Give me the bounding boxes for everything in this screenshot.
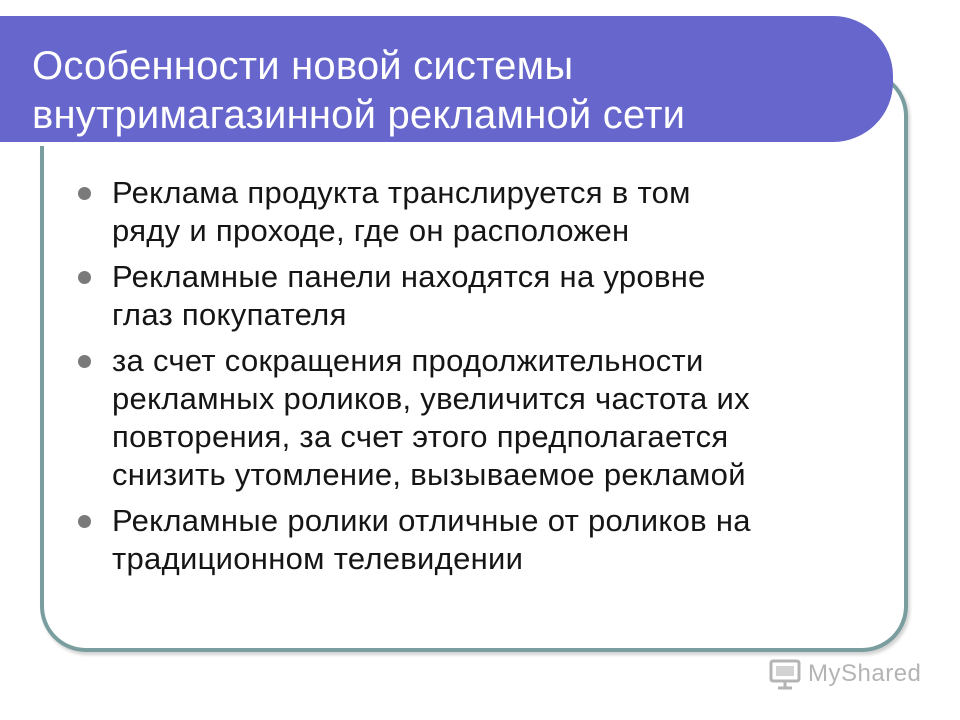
title-line-1: Особенности новой системы	[32, 44, 574, 88]
title-underline	[0, 142, 845, 146]
bullet-dot-icon	[78, 355, 91, 368]
bullet-line: традиционном телевидении	[112, 541, 524, 576]
bullet-text	[112, 258, 898, 334]
bullet-line: снизить утомление, вызываемое рекламой	[112, 457, 746, 492]
bullet-dot-icon	[78, 271, 91, 284]
title-bar	[0, 16, 893, 142]
bullet-item	[78, 342, 898, 494]
bullet-item	[78, 502, 898, 578]
bullet-item	[78, 174, 898, 250]
bullet-line: рекламных роликов, увеличится частота их	[112, 381, 750, 416]
bullet-item	[78, 258, 898, 334]
watermark-text: MyShared	[808, 660, 922, 687]
bullet-list	[78, 174, 898, 586]
bullet-line: за счет сокращения продолжительности	[112, 343, 704, 378]
bullet-text	[112, 502, 898, 578]
bullet-text	[112, 174, 898, 250]
bullet-text	[112, 342, 898, 494]
presentation-board-icon	[768, 658, 802, 690]
bullet-line: глаз покупателя	[112, 297, 347, 332]
bullet-line: ряду и проходе, где он расположен	[112, 213, 630, 248]
bullet-line: Рекламные ролики отличные от роликов на	[112, 503, 751, 538]
bullet-dot-icon	[78, 515, 91, 528]
bullet-line: повторения, за счет этого предполагается	[112, 419, 729, 454]
myshared-watermark	[768, 658, 921, 690]
title-line-2: внутримагазинной рекламной сети	[32, 93, 686, 137]
bullet-dot-icon	[78, 187, 91, 200]
slide-title	[32, 42, 685, 140]
bullet-line: Рекламные панели находятся на уровне	[112, 259, 706, 294]
bullet-line: Реклама продукта транслируется в том	[112, 175, 691, 210]
